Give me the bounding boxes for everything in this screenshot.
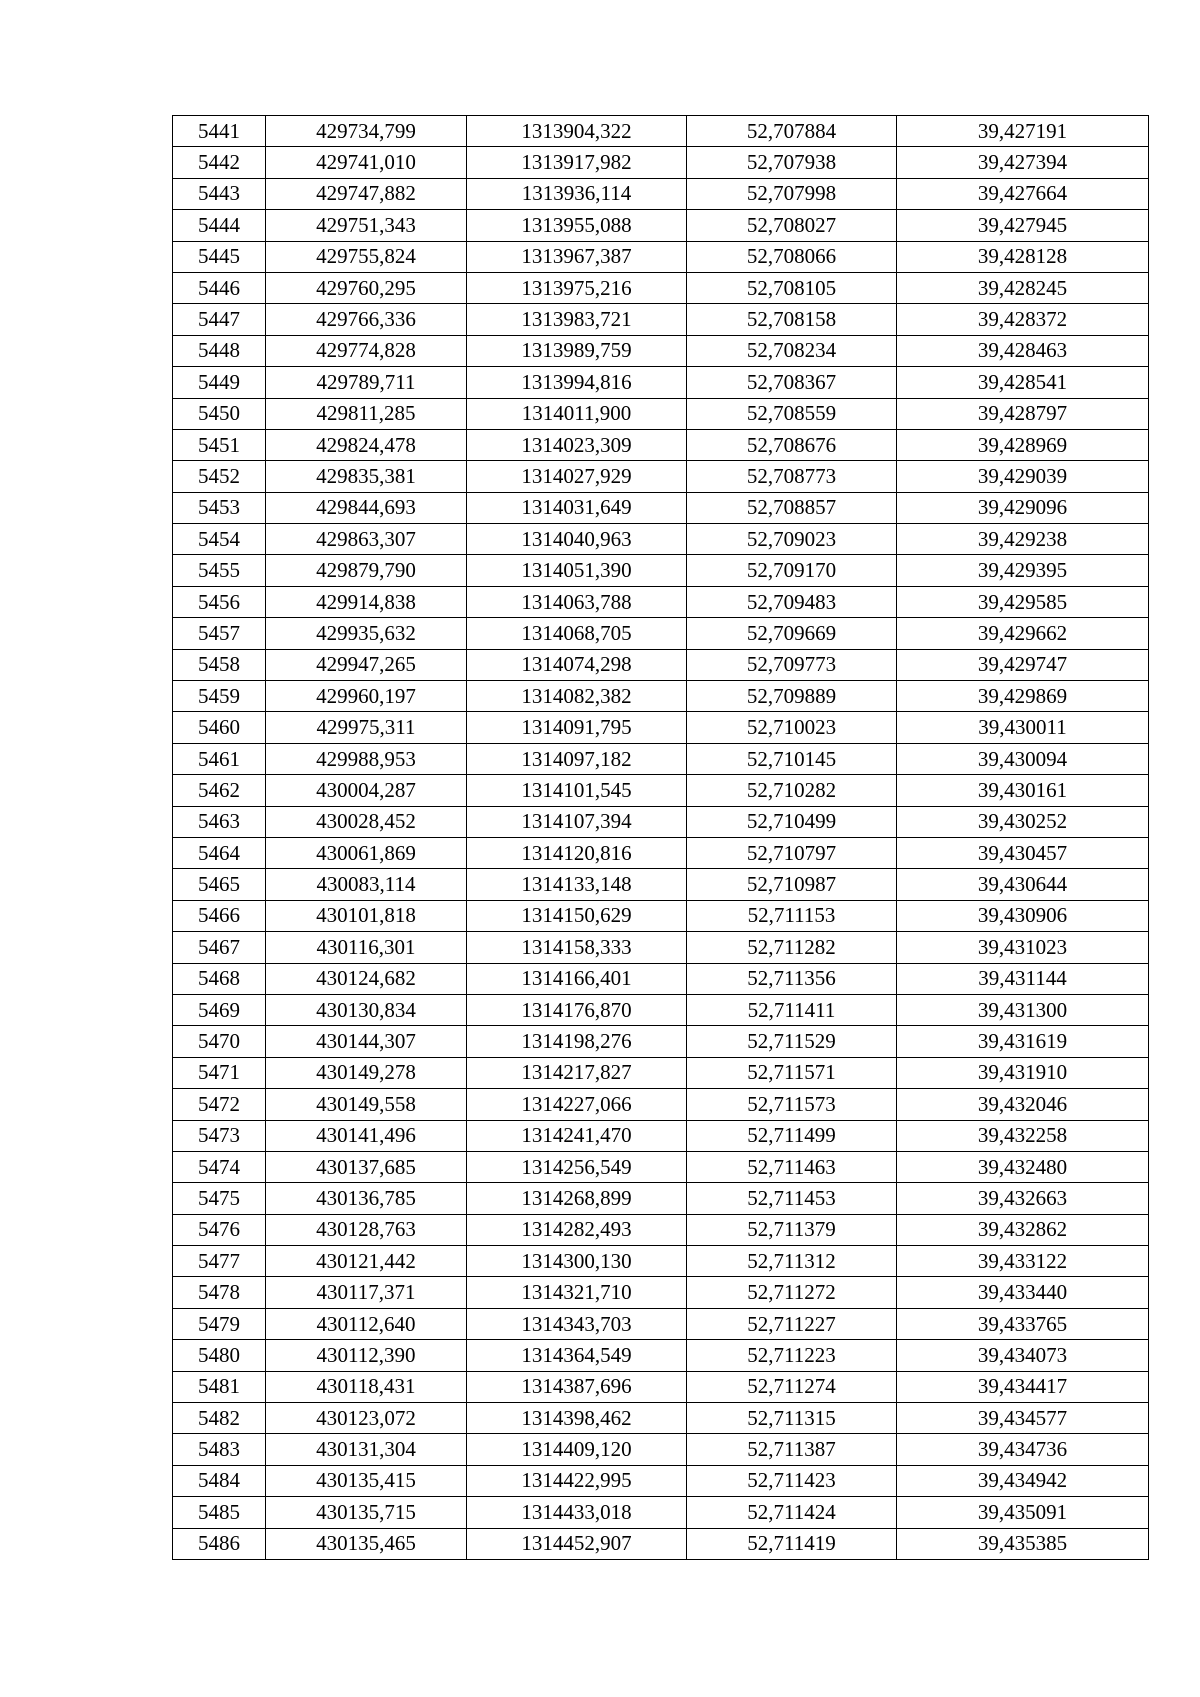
table-row (173, 1308, 1149, 1339)
coord-y-cell: 1314343,703 (467, 1308, 687, 1339)
point-number-cell: 5459 (173, 681, 266, 712)
coord-x-cell: 430131,304 (266, 1434, 467, 1465)
coord-x-cell: 430128,763 (266, 1214, 467, 1245)
longitude-cell: 39,431023 (897, 932, 1149, 963)
point-number-cell: 5481 (173, 1371, 266, 1402)
point-number-cell: 5485 (173, 1497, 266, 1528)
longitude-cell: 39,432258 (897, 1120, 1149, 1151)
latitude-cell: 52,711387 (687, 1434, 897, 1465)
table-row (173, 1434, 1149, 1465)
coord-y-cell: 1314198,276 (467, 1026, 687, 1057)
latitude-cell: 52,710499 (687, 806, 897, 837)
coord-y-cell: 1314422,995 (467, 1465, 687, 1496)
coord-x-cell: 430121,442 (266, 1246, 467, 1277)
table-row (173, 837, 1149, 868)
latitude-cell: 52,709023 (687, 524, 897, 555)
table-row (173, 1277, 1149, 1308)
coord-y-cell: 1314091,795 (467, 712, 687, 743)
longitude-cell: 39,434417 (897, 1371, 1149, 1402)
table-row (173, 555, 1149, 586)
latitude-cell: 52,708857 (687, 492, 897, 523)
point-number-cell: 5454 (173, 524, 266, 555)
table-row (173, 1403, 1149, 1434)
point-number-cell: 5447 (173, 304, 266, 335)
longitude-cell: 39,434736 (897, 1434, 1149, 1465)
point-number-cell: 5444 (173, 210, 266, 241)
table-row (173, 743, 1149, 774)
longitude-cell: 39,435385 (897, 1528, 1149, 1559)
latitude-cell: 52,710145 (687, 743, 897, 774)
table-row (173, 335, 1149, 366)
latitude-cell: 52,710282 (687, 775, 897, 806)
coord-x-cell: 430149,558 (266, 1089, 467, 1120)
point-number-cell: 5475 (173, 1183, 266, 1214)
table-row (173, 1528, 1149, 1559)
point-number-cell: 5446 (173, 272, 266, 303)
longitude-cell: 39,427394 (897, 147, 1149, 178)
longitude-cell: 39,435091 (897, 1497, 1149, 1528)
coord-x-cell: 430135,415 (266, 1465, 467, 1496)
latitude-cell: 52,708066 (687, 241, 897, 272)
longitude-cell: 39,430161 (897, 775, 1149, 806)
coord-y-cell: 1314011,900 (467, 398, 687, 429)
coord-y-cell: 1313955,088 (467, 210, 687, 241)
longitude-cell: 39,432046 (897, 1089, 1149, 1120)
point-number-cell: 5479 (173, 1308, 266, 1339)
point-number-cell: 5469 (173, 994, 266, 1025)
coord-y-cell: 1314166,401 (467, 963, 687, 994)
point-number-cell: 5450 (173, 398, 266, 429)
latitude-cell: 52,711223 (687, 1340, 897, 1371)
table-row (173, 1340, 1149, 1371)
point-number-cell: 5477 (173, 1246, 266, 1277)
table-row (173, 1089, 1149, 1120)
table-row (173, 994, 1149, 1025)
longitude-cell: 39,429747 (897, 649, 1149, 680)
longitude-cell: 39,428372 (897, 304, 1149, 335)
longitude-cell: 39,428245 (897, 272, 1149, 303)
longitude-cell: 39,429662 (897, 618, 1149, 649)
point-number-cell: 5478 (173, 1277, 266, 1308)
table-row (173, 618, 1149, 649)
point-number-cell: 5449 (173, 367, 266, 398)
coord-x-cell: 429734,799 (266, 116, 467, 147)
table-row (173, 1183, 1149, 1214)
table-row (173, 429, 1149, 460)
coord-y-cell: 1314256,549 (467, 1151, 687, 1182)
latitude-cell: 52,711282 (687, 932, 897, 963)
coord-y-cell: 1314241,470 (467, 1120, 687, 1151)
table-row (173, 304, 1149, 335)
longitude-cell: 39,431910 (897, 1057, 1149, 1088)
table-row (173, 963, 1149, 994)
coord-x-cell: 430141,496 (266, 1120, 467, 1151)
table-row (173, 241, 1149, 272)
coord-x-cell: 429879,790 (266, 555, 467, 586)
coord-y-cell: 1314107,394 (467, 806, 687, 837)
point-number-cell: 5472 (173, 1089, 266, 1120)
coord-x-cell: 430061,869 (266, 837, 467, 868)
coord-y-cell: 1313917,982 (467, 147, 687, 178)
table-row (173, 210, 1149, 241)
latitude-cell: 52,711571 (687, 1057, 897, 1088)
coord-x-cell: 429741,010 (266, 147, 467, 178)
latitude-cell: 52,711227 (687, 1308, 897, 1339)
point-number-cell: 5451 (173, 429, 266, 460)
longitude-cell: 39,430457 (897, 837, 1149, 868)
table-row (173, 586, 1149, 617)
point-number-cell: 5461 (173, 743, 266, 774)
coord-y-cell: 1314282,493 (467, 1214, 687, 1245)
latitude-cell: 52,710023 (687, 712, 897, 743)
longitude-cell: 39,427664 (897, 178, 1149, 209)
latitude-cell: 52,708158 (687, 304, 897, 335)
point-number-cell: 5465 (173, 869, 266, 900)
point-number-cell: 5480 (173, 1340, 266, 1371)
latitude-cell: 52,709669 (687, 618, 897, 649)
longitude-cell: 39,428128 (897, 241, 1149, 272)
latitude-cell: 52,711423 (687, 1465, 897, 1496)
coord-x-cell: 430136,785 (266, 1183, 467, 1214)
coord-y-cell: 1314120,816 (467, 837, 687, 868)
coord-y-cell: 1314227,066 (467, 1089, 687, 1120)
longitude-cell: 39,431619 (897, 1026, 1149, 1057)
latitude-cell: 52,710797 (687, 837, 897, 868)
table-row (173, 147, 1149, 178)
latitude-cell: 52,711411 (687, 994, 897, 1025)
coord-y-cell: 1314158,333 (467, 932, 687, 963)
coord-y-cell: 1314268,899 (467, 1183, 687, 1214)
longitude-cell: 39,427945 (897, 210, 1149, 241)
coord-x-cell: 429751,343 (266, 210, 467, 241)
table-row (173, 1497, 1149, 1528)
coord-x-cell: 429844,693 (266, 492, 467, 523)
coord-x-cell: 430004,287 (266, 775, 467, 806)
point-number-cell: 5443 (173, 178, 266, 209)
latitude-cell: 52,711315 (687, 1403, 897, 1434)
coord-x-cell: 429747,882 (266, 178, 467, 209)
coord-x-cell: 430112,640 (266, 1308, 467, 1339)
latitude-cell: 52,708027 (687, 210, 897, 241)
latitude-cell: 52,709483 (687, 586, 897, 617)
point-number-cell: 5482 (173, 1403, 266, 1434)
coord-x-cell: 430101,818 (266, 900, 467, 931)
coord-y-cell: 1314023,309 (467, 429, 687, 460)
coord-y-cell: 1314068,705 (467, 618, 687, 649)
coord-x-cell: 430028,452 (266, 806, 467, 837)
table-row (173, 1151, 1149, 1182)
table-row (173, 398, 1149, 429)
longitude-cell: 39,429096 (897, 492, 1149, 523)
latitude-cell: 52,711274 (687, 1371, 897, 1402)
longitude-cell: 39,433122 (897, 1246, 1149, 1277)
coord-y-cell: 1314063,788 (467, 586, 687, 617)
point-number-cell: 5464 (173, 837, 266, 868)
latitude-cell: 52,711272 (687, 1277, 897, 1308)
coord-x-cell: 429975,311 (266, 712, 467, 743)
point-number-cell: 5458 (173, 649, 266, 680)
longitude-cell: 39,430644 (897, 869, 1149, 900)
longitude-cell: 39,429039 (897, 461, 1149, 492)
coord-x-cell: 430116,301 (266, 932, 467, 963)
table-row (173, 492, 1149, 523)
latitude-cell: 52,708105 (687, 272, 897, 303)
point-number-cell: 5448 (173, 335, 266, 366)
longitude-cell: 39,432663 (897, 1183, 1149, 1214)
point-number-cell: 5484 (173, 1465, 266, 1496)
latitude-cell: 52,709773 (687, 649, 897, 680)
coord-x-cell: 430118,431 (266, 1371, 467, 1402)
point-number-cell: 5452 (173, 461, 266, 492)
coord-x-cell: 429863,307 (266, 524, 467, 555)
coord-x-cell: 430144,307 (266, 1026, 467, 1057)
latitude-cell: 52,708676 (687, 429, 897, 460)
coord-y-cell: 1314387,696 (467, 1371, 687, 1402)
table-row (173, 1120, 1149, 1151)
coord-x-cell: 429947,265 (266, 649, 467, 680)
coord-x-cell: 429960,197 (266, 681, 467, 712)
latitude-cell: 52,708559 (687, 398, 897, 429)
latitude-cell: 52,711463 (687, 1151, 897, 1182)
table-row (173, 367, 1149, 398)
coord-x-cell: 429811,285 (266, 398, 467, 429)
point-number-cell: 5471 (173, 1057, 266, 1088)
point-number-cell: 5468 (173, 963, 266, 994)
latitude-cell: 52,711379 (687, 1214, 897, 1245)
coord-x-cell: 430112,390 (266, 1340, 467, 1371)
latitude-cell: 52,708773 (687, 461, 897, 492)
latitude-cell: 52,708234 (687, 335, 897, 366)
coord-x-cell: 430137,685 (266, 1151, 467, 1182)
coord-x-cell: 430149,278 (266, 1057, 467, 1088)
coord-x-cell: 429914,838 (266, 586, 467, 617)
coord-x-cell: 430135,465 (266, 1528, 467, 1559)
latitude-cell: 52,707998 (687, 178, 897, 209)
coord-x-cell: 430130,834 (266, 994, 467, 1025)
coordinates-table-body (173, 116, 1149, 1560)
point-number-cell: 5470 (173, 1026, 266, 1057)
table-row (173, 932, 1149, 963)
latitude-cell: 52,709889 (687, 681, 897, 712)
longitude-cell: 39,430252 (897, 806, 1149, 837)
point-number-cell: 5445 (173, 241, 266, 272)
coord-y-cell: 1313994,816 (467, 367, 687, 398)
table-row (173, 178, 1149, 209)
table-row (173, 806, 1149, 837)
coord-x-cell: 429766,336 (266, 304, 467, 335)
latitude-cell: 52,711419 (687, 1528, 897, 1559)
point-number-cell: 5476 (173, 1214, 266, 1245)
coord-y-cell: 1314364,549 (467, 1340, 687, 1371)
coord-y-cell: 1314074,298 (467, 649, 687, 680)
coord-x-cell: 429774,828 (266, 335, 467, 366)
longitude-cell: 39,434942 (897, 1465, 1149, 1496)
table-row (173, 681, 1149, 712)
coord-x-cell: 430117,371 (266, 1277, 467, 1308)
table-row (173, 869, 1149, 900)
table-row (173, 116, 1149, 147)
coord-y-cell: 1314101,545 (467, 775, 687, 806)
coord-x-cell: 429824,478 (266, 429, 467, 460)
coord-y-cell: 1314217,827 (467, 1057, 687, 1088)
coord-y-cell: 1314300,130 (467, 1246, 687, 1277)
coord-x-cell: 429755,824 (266, 241, 467, 272)
longitude-cell: 39,434073 (897, 1340, 1149, 1371)
point-number-cell: 5467 (173, 932, 266, 963)
table-row (173, 1026, 1149, 1057)
coord-y-cell: 1314433,018 (467, 1497, 687, 1528)
table-row (173, 272, 1149, 303)
coord-y-cell: 1314321,710 (467, 1277, 687, 1308)
point-number-cell: 5466 (173, 900, 266, 931)
longitude-cell: 39,433440 (897, 1277, 1149, 1308)
point-number-cell: 5462 (173, 775, 266, 806)
latitude-cell: 52,711356 (687, 963, 897, 994)
coord-y-cell: 1314027,929 (467, 461, 687, 492)
latitude-cell: 52,711312 (687, 1246, 897, 1277)
coord-y-cell: 1314452,907 (467, 1528, 687, 1559)
table-row (173, 1371, 1149, 1402)
latitude-cell: 52,710987 (687, 869, 897, 900)
coord-x-cell: 429935,632 (266, 618, 467, 649)
longitude-cell: 39,428797 (897, 398, 1149, 429)
longitude-cell: 39,430906 (897, 900, 1149, 931)
latitude-cell: 52,711573 (687, 1089, 897, 1120)
longitude-cell: 39,432480 (897, 1151, 1149, 1182)
longitude-cell: 39,427191 (897, 116, 1149, 147)
coord-y-cell: 1314051,390 (467, 555, 687, 586)
coord-x-cell: 429760,295 (266, 272, 467, 303)
latitude-cell: 52,711153 (687, 900, 897, 931)
point-number-cell: 5460 (173, 712, 266, 743)
coord-y-cell: 1313904,322 (467, 116, 687, 147)
coordinates-table (172, 115, 1149, 1560)
point-number-cell: 5463 (173, 806, 266, 837)
coord-y-cell: 1314133,148 (467, 869, 687, 900)
longitude-cell: 39,431144 (897, 963, 1149, 994)
table-row (173, 461, 1149, 492)
longitude-cell: 39,428463 (897, 335, 1149, 366)
coord-y-cell: 1314097,182 (467, 743, 687, 774)
point-number-cell: 5486 (173, 1528, 266, 1559)
latitude-cell: 52,708367 (687, 367, 897, 398)
latitude-cell: 52,711424 (687, 1497, 897, 1528)
latitude-cell: 52,707938 (687, 147, 897, 178)
point-number-cell: 5457 (173, 618, 266, 649)
latitude-cell: 52,711499 (687, 1120, 897, 1151)
latitude-cell: 52,711529 (687, 1026, 897, 1057)
point-number-cell: 5441 (173, 116, 266, 147)
table-row (173, 775, 1149, 806)
point-number-cell: 5456 (173, 586, 266, 617)
point-number-cell: 5474 (173, 1151, 266, 1182)
coord-y-cell: 1313936,114 (467, 178, 687, 209)
coord-x-cell: 429988,953 (266, 743, 467, 774)
coord-y-cell: 1313983,721 (467, 304, 687, 335)
coord-y-cell: 1314082,382 (467, 681, 687, 712)
table-row (173, 900, 1149, 931)
coord-y-cell: 1314031,649 (467, 492, 687, 523)
table-row (173, 1465, 1149, 1496)
longitude-cell: 39,433765 (897, 1308, 1149, 1339)
coord-y-cell: 1313967,387 (467, 241, 687, 272)
latitude-cell: 52,709170 (687, 555, 897, 586)
longitude-cell: 39,432862 (897, 1214, 1149, 1245)
coord-x-cell: 430123,072 (266, 1403, 467, 1434)
point-number-cell: 5453 (173, 492, 266, 523)
longitude-cell: 39,434577 (897, 1403, 1149, 1434)
longitude-cell: 39,428969 (897, 429, 1149, 460)
coord-x-cell: 429789,711 (266, 367, 467, 398)
table-row (173, 1057, 1149, 1088)
table-row (173, 712, 1149, 743)
coord-x-cell: 430135,715 (266, 1497, 467, 1528)
coord-x-cell: 430083,114 (266, 869, 467, 900)
point-number-cell: 5483 (173, 1434, 266, 1465)
table-row (173, 524, 1149, 555)
coord-y-cell: 1314150,629 (467, 900, 687, 931)
point-number-cell: 5455 (173, 555, 266, 586)
longitude-cell: 39,429585 (897, 586, 1149, 617)
table-row (173, 649, 1149, 680)
longitude-cell: 39,429238 (897, 524, 1149, 555)
point-number-cell: 5442 (173, 147, 266, 178)
longitude-cell: 39,428541 (897, 367, 1149, 398)
coord-x-cell: 429835,381 (266, 461, 467, 492)
coord-x-cell: 430124,682 (266, 963, 467, 994)
coord-y-cell: 1314409,120 (467, 1434, 687, 1465)
latitude-cell: 52,711453 (687, 1183, 897, 1214)
latitude-cell: 52,707884 (687, 116, 897, 147)
table-row (173, 1246, 1149, 1277)
coord-y-cell: 1313989,759 (467, 335, 687, 366)
coord-y-cell: 1314398,462 (467, 1403, 687, 1434)
coord-y-cell: 1314040,963 (467, 524, 687, 555)
longitude-cell: 39,430094 (897, 743, 1149, 774)
coord-y-cell: 1313975,216 (467, 272, 687, 303)
coord-y-cell: 1314176,870 (467, 994, 687, 1025)
point-number-cell: 5473 (173, 1120, 266, 1151)
table-row (173, 1214, 1149, 1245)
longitude-cell: 39,429395 (897, 555, 1149, 586)
longitude-cell: 39,431300 (897, 994, 1149, 1025)
longitude-cell: 39,430011 (897, 712, 1149, 743)
longitude-cell: 39,429869 (897, 681, 1149, 712)
